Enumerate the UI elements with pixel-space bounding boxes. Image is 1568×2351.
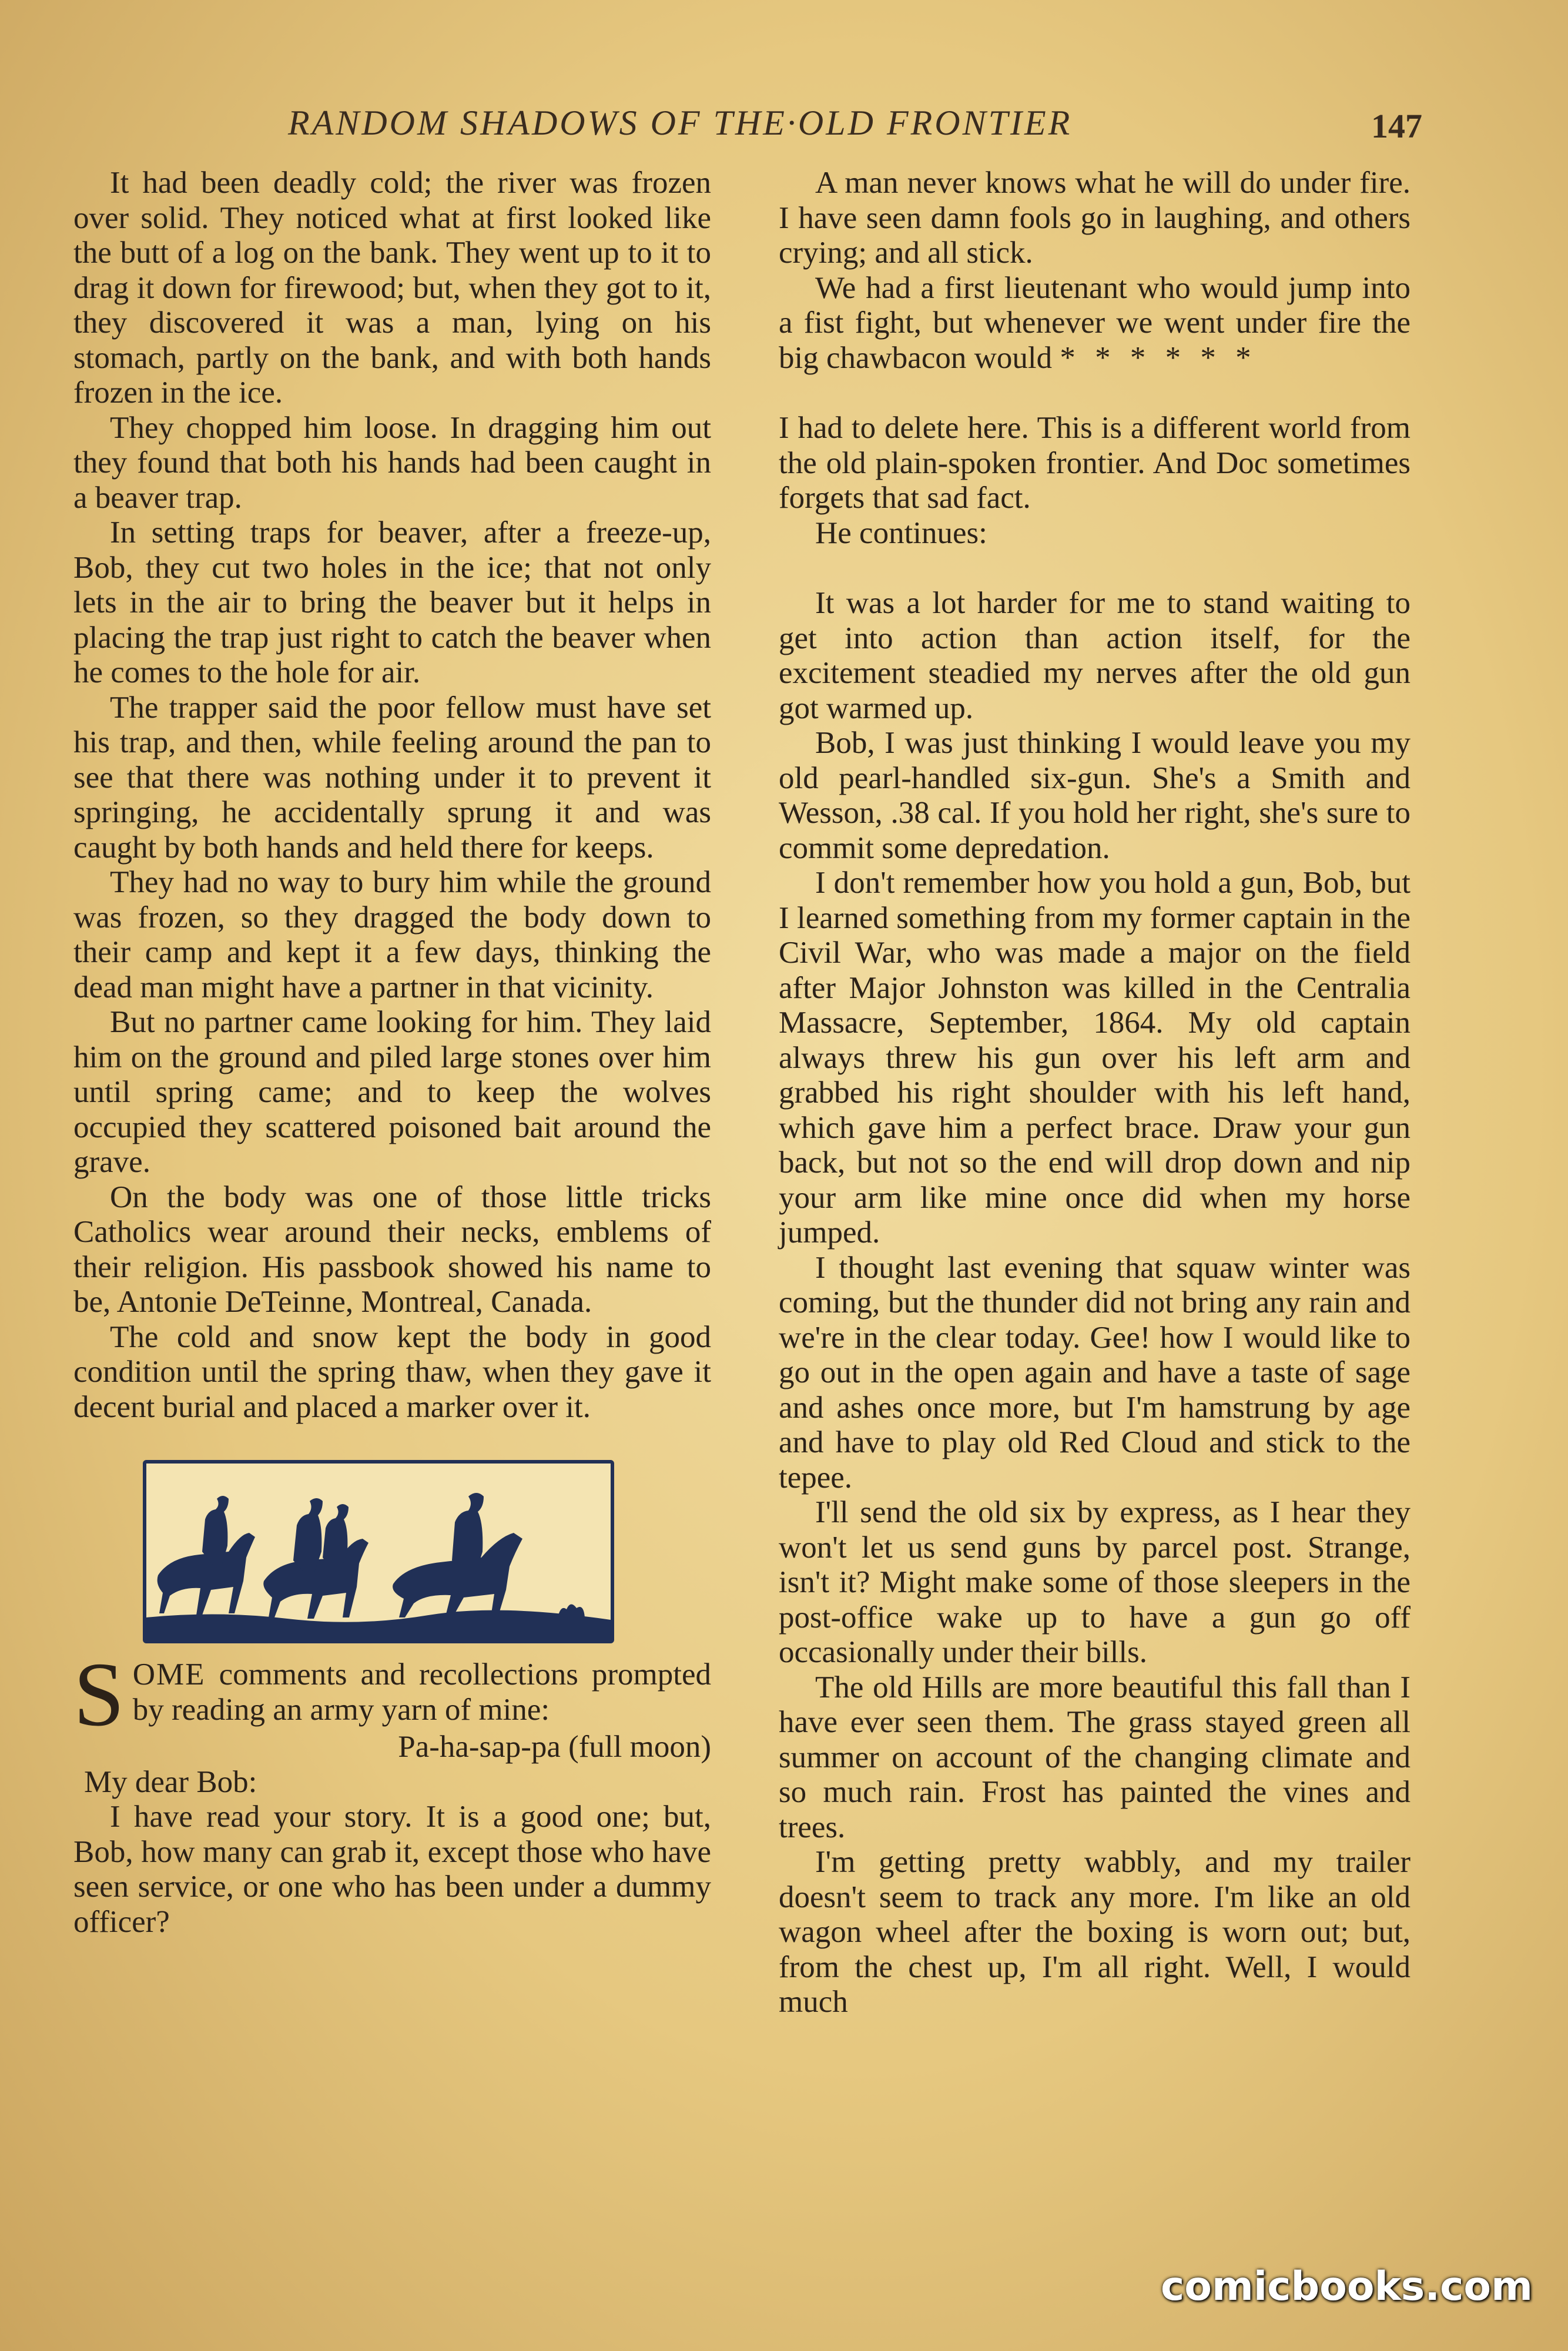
paragraph: The trapper said the poor fellow must have set his trap, and then, while feeling around the pan to see that there was nothing under it to prevent it springing, he accidentally sprung it and was caught by both hands and held there for keeps.	[73, 690, 711, 865]
paragraph: They had no way to bury him while the ground was frozen, so they dragged the body down to their camp and kept it a few days, thinking the dead man might have a partner in that vicinity.	[73, 865, 711, 1004]
paragraph: It was a lot harder for me to stand waiting to get into action than action itself, for the excitement steadied my nerves after the old gun got warmed up.	[779, 586, 1410, 725]
paragraph: I'm getting pretty wabbly, and my trailer doesn't seem to track any more. I'm like an old wagon wheel after the boxing is worn out; but, from the chest up, I'm all right. Well, I would much	[779, 1845, 1410, 2019]
page-header	[71, 103, 1422, 156]
paragraph: I thought last evening that squaw winter was coming, but the thunder did not bring any rain and we're in the clear today. Gee! how I would like to go out in the open again and have a taste of sage and ashes once more, but I'm hamstrung by age and have to play old Red Cloud and stick to the tepee.	[779, 1250, 1410, 1495]
running-head: RANDOM SHADOWS OF THE·OLD FRONTIER	[288, 103, 1073, 142]
paragraph-text: We had a first lieutenant who would jump into a fist fight, but whenever we went under fire the big chawbacon would	[779, 270, 1410, 375]
paragraph: The cold and snow kept the body in good condition until the spring thaw, when they gave it decent burial and placed a marker over it.	[73, 1319, 711, 1424]
horse-riders-image	[146, 1463, 611, 1640]
letter-salutation: My dear Bob:	[84, 1764, 257, 1799]
letter-paragraph: I have read your story. It is a good one; but, Bob, how many can grab it, except those who have seen service, or one who has been under a dummy officer?	[73, 1800, 711, 1939]
paragraph: I'll send the old six by express, as I hear they won't let us send guns by parcel post. Strange, isn't it? Might make some of those sleepers in the post-office wake up to have a gun go off occasionally under their bills.	[779, 1495, 1410, 1669]
letter-place: Pa-ha-sap-pa (full moon)	[398, 1730, 711, 1764]
intro-text: comments and recollections prompted by reading an army yarn of mine:	[132, 1657, 711, 1727]
intro-paragraph	[73, 1643, 711, 1745]
page-number: 147	[1371, 107, 1422, 145]
deletion-stars: * * * * * *	[1060, 340, 1257, 375]
right-column	[779, 166, 1410, 2020]
paragraph: A man never knows what he will do under fire. I have seen damn fools go in laughing, and others crying; and all stick.	[779, 166, 1410, 270]
paragraph: But no partner came looking for him. They laid him on the ground and piled large stones over him until spring came; and to keep the wolves occupied they scattered poisoned bait around the grave.	[73, 1005, 711, 1179]
spacer	[779, 551, 1410, 586]
paragraph: On the body was one of those little tricks Catholics wear around their necks, emblems of their religion. His passbook showed his name to be, Antonie DeTeinne, Montreal, Canada.	[73, 1180, 711, 1319]
paragraph: The old Hills are more beautiful this fall than I have ever seen them. The grass stayed green all summer on account of the changing climate and so much rain. Frost has painted the vines and trees.	[779, 1670, 1410, 1844]
drop-cap: S	[73, 1643, 125, 1745]
paragraph: They chopped him loose. In dragging him out they found that both his hands had been caught in a beaver trap.	[73, 410, 711, 515]
paragraph: In setting traps for beaver, after a freeze-up, Bob, they cut two holes in the ice; that not only lets in the air to bring the beaver but it helps in placing the trap just right to catch the beaver when he comes to the hole for air.	[73, 515, 711, 689]
continues-note: He continues:	[815, 515, 987, 550]
left-column	[73, 166, 711, 1940]
paragraph: I don't remember how you hold a gun, Bob, but I learned something from my former captain in the Civil War, who was made a major on the field after Major Johnston was killed in the Centralia Massacre, September, 1864. My old captain always threw his gun over his left arm and grabbed his right shoulder with his left hand, which gave him a perfect brace. Draw your gun back, but not so the end will drop down and nip your arm like mine once did when my horse jumped.	[779, 866, 1410, 1250]
spacer	[779, 376, 1410, 411]
paragraph: It had been deadly cold; the river was frozen over solid. They noticed what at first looked like the butt of a log on the bank. They went up to it to drag it down for firewood; but, when they got to it, they discovered it was a man, lying on his stomach, partly on the bank, and with both hands frozen in the ice.	[73, 166, 711, 410]
paragraph: Bob, I was just thinking I would leave you my old pearl-handled six-gun. She's a Smith and Wesson, .38 cal. If you hold her right, she's sure to commit some depredation.	[779, 726, 1410, 865]
drop-cap-rest: OME	[132, 1657, 206, 1692]
paragraph	[779, 271, 1410, 376]
site-watermark: comicbooks.com	[1160, 2263, 1533, 2310]
horse-riders-illustration	[143, 1460, 614, 1643]
editor-note: I had to delete here. This is a different world from the old plain-spoken frontier. And Doc sometimes forgets that sad fact.	[779, 411, 1410, 515]
